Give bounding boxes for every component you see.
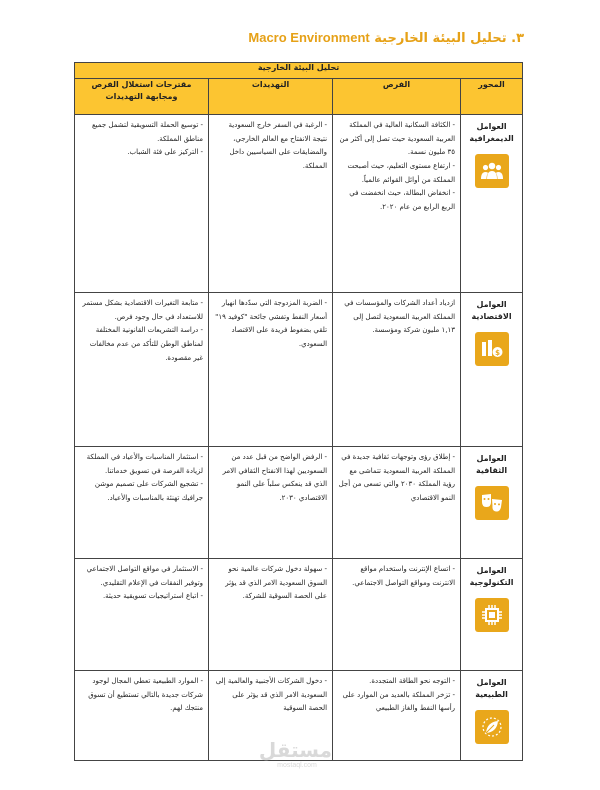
- axis-label: العوامل التكنولوجية: [469, 566, 514, 588]
- table-row: [75, 115, 523, 293]
- section-number: ٣.: [511, 31, 524, 46]
- opportunities-cell: - اتساع الإنترنت واستخدام مواقع الانترنت ومواقع التواصل الاجتماعي.: [352, 565, 456, 587]
- axis-label: العوامل الديمغرافية: [469, 122, 514, 144]
- axis-label: العوامل الاقتصادية: [471, 300, 512, 322]
- table-row: [75, 559, 523, 671]
- chip-icon: [475, 598, 509, 632]
- watermark-arabic: مستقل: [258, 738, 332, 762]
- threats-cell: - الضربة المزدوجة التي سدّدها انهيار أسعار النفط وتفشي جائحة "كوفيد ١٩" تلقي بضغوط فريدة على الاقتصاد السعودي.: [215, 299, 328, 348]
- axis-cell: [461, 559, 523, 671]
- svg-text:$: $: [494, 348, 500, 357]
- opportunities-cell: - إطلاق رؤى وتوجهات ثقافية جديدة في المملكة العربية السعودية تتماشى مع رؤية المملكة ٢٠٣٠ والتي تسعى من أجل النمو الاقتصادي: [338, 453, 456, 502]
- table-row: [75, 293, 523, 447]
- leaf-sun-icon: [475, 710, 509, 744]
- people-icon: [475, 154, 509, 188]
- threats-cell: - الرغبة في السفر خارج السعودية نتيجة الانفتاح مع العالم الخارجي، والمضايقات على السياسيين داخل المملكة.: [228, 121, 328, 170]
- money-icon: [475, 332, 509, 366]
- proposals-cell: - الموارد الطبيعية تعطي المجال لوجود شركات جديدة بالتالي تستطيع أن تسوق منتجك لهم.: [88, 677, 204, 713]
- macro-environment-table: [74, 62, 523, 761]
- opportunities-cell: - الكثافة السكانية العالية في المملكة العربية السعودية حيث تصل إلى أكثر من ٣٥ مليون نسمة. - ارتفاع مستوى التعليم، حيث أصبحت المملكة من أوائل القوائم عالمياً. - انخفاض البطالة، حيث انخفضت في الربع الرابع من عام ٢٠٢٠.: [339, 121, 456, 211]
- header-threats: التهديدات: [209, 79, 333, 115]
- proposals-cell: - متابعة التغيرات الاقتصادية بشكل مستمر للاستعداد في حال وجود فرص. - دراسة التشريعات القانونية المختلفة لمناطق الوطن للتأكد من عدم مخالفات غير مقصودة.: [82, 299, 204, 362]
- threats-cell: - الرفض الواضح من قبل عدد من السعوديين لهذا الانفتاح الثقافي الامر الذي قد ينعكس سلباً على النمو الاقتصادي ٢٠٣٠.: [222, 453, 328, 502]
- watermark-english: mostaql.com: [277, 762, 317, 769]
- theater-masks-icon: [475, 486, 509, 520]
- table-row: [75, 671, 523, 761]
- opportunities-cell: - التوجه نحو الطاقة المتجددة. - تزخر المملكة بالعديد من الموارد على رأسها النفط والغاز الطبيعي: [342, 677, 456, 713]
- header-axis: المحور: [461, 79, 523, 115]
- proposals-cell: - استثمار المناسبات والأعياد في المملكة لزيادة الفرصة في تسويق خدماتنا. - تشجيع الشركات على تصميم موشن جرافيك تهنئة بالمناسبات والأعياد.: [86, 453, 204, 502]
- axis-label: العوامل الطبيعية: [475, 678, 508, 700]
- axis-cell: [461, 671, 523, 761]
- axis-cell: [461, 115, 523, 293]
- table-row: [75, 447, 523, 559]
- header-opportunities: الفرص: [333, 79, 461, 115]
- proposals-cell: - الاستثمار في مواقع التواصل الاجتماعي وتوفير النفقات في الإعلام التقليدي. - اتباع استراتيجيات تسويقية حديثة.: [86, 565, 204, 601]
- proposals-cell: - توسيع الحملة التسويقية لتشمل جميع مناطق المملكة. - التركيز على فئة الشباب.: [91, 121, 204, 157]
- threats-cell: - سهولة دخول شركات عالمية نحو السوق السعودية الامر الذي قد يؤثر على الحصة السوقية للشركة.: [225, 565, 328, 601]
- opportunities-cell: ازدياد أعداد الشركات والمؤسسات في المملكة العربية السعودية لتصل إلى ١,١٣ مليون شركة ومؤسسة.: [344, 299, 456, 335]
- axis-label: العوامل الثقافية: [475, 454, 508, 476]
- header-proposals: مقترحات استغلال الفرص ومجابهة التهديدات: [75, 79, 209, 115]
- axis-cell: [461, 293, 523, 447]
- table-caption: تحليل البيئة الخارجية: [75, 63, 523, 79]
- axis-cell: [461, 447, 523, 559]
- threats-cell: - دخول الشركات الأجنبية والعالمية إلى السعودية الامر الذي قد يؤثر على الحصة السوقية: [215, 677, 328, 713]
- section-title-arabic: تحليل البيئة الخارجية: [374, 31, 507, 46]
- page-title: [248, 30, 524, 46]
- section-title-english: Macro Environment: [248, 30, 370, 45]
